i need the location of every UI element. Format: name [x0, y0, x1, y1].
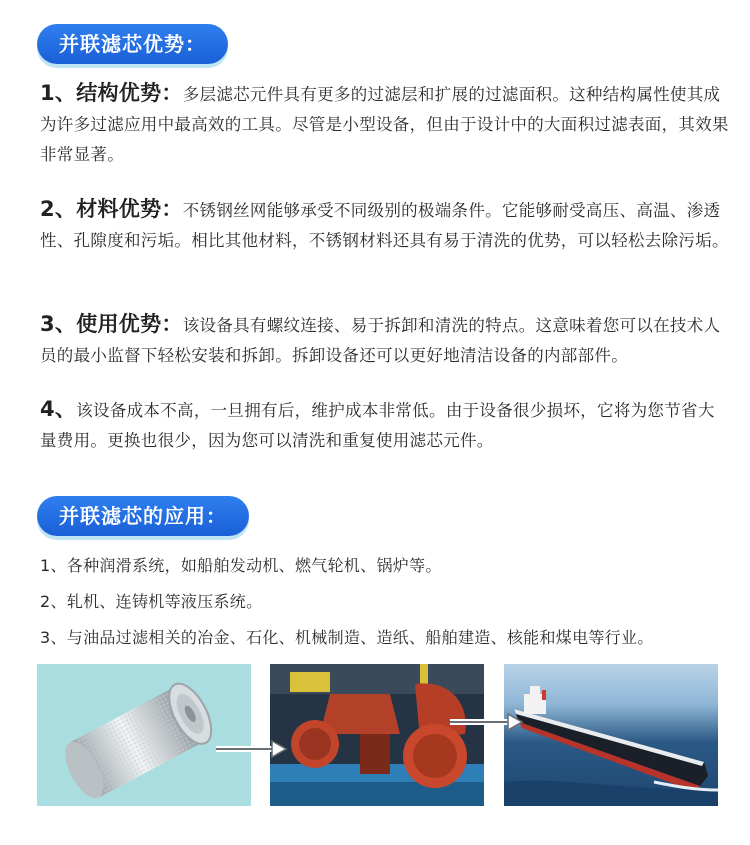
advantage-heading: 3、使用优势：	[40, 312, 183, 336]
ship-photo	[504, 664, 718, 806]
advantage-text: 该设备具有螺纹连接、易于拆卸和清洗的特点。这意味着您可以在技术人员的最小监督下轻松安装和拆卸。拆卸设备还可以更好地清洁设备的内部部件。	[40, 316, 721, 365]
filter-element-photo	[37, 664, 251, 806]
list-item: 2、轧机、连铸机等液压系统。	[40, 592, 263, 611]
advantage-text: 该设备成本不高，一旦拥有后，维护成本非常低。由于设备很少损坏，它将为您节省大量费用。更换也很少，因为您可以清洗和重复使用滤芯元件。	[40, 401, 715, 450]
advantage-heading: 1、结构优势：	[40, 81, 183, 105]
advantage-heading: 2、材料优势：	[40, 197, 183, 221]
list-item: 3、与油品过滤相关的冶金、石化、机械制造、造纸、船舶建造、核能和煤电等行业。	[40, 628, 654, 647]
arrow-right-icon	[214, 737, 288, 761]
advantage-material	[40, 194, 730, 256]
advantage-text: 不锈钢丝网能够承受不同级别的极端条件。它能够耐受高压、高温、渗透性、孔隙度和污垢。相比其他材料，不锈钢材料还具有易于清洗的优势，可以轻松去除污垢。	[40, 201, 729, 250]
advantage-cost	[40, 394, 730, 456]
advantage-heading: 4、	[40, 397, 77, 421]
applications-list	[40, 548, 730, 656]
advantage-structure	[40, 78, 730, 170]
section-title-advantages: 并联滤芯优势：	[37, 24, 228, 64]
list-item: 1、各种润滑系统，如船舶发动机、燃气轮机、锅炉等。	[40, 556, 442, 575]
section-title-applications: 并联滤芯的应用：	[37, 496, 249, 536]
advantage-usage	[40, 309, 730, 371]
industrial-engine-photo	[270, 664, 484, 806]
arrow-right-icon	[448, 710, 524, 734]
advantage-text: 多层滤芯元件具有更多的过滤层和扩展的过滤面积。这种结构属性使其成为许多过滤应用中最高效的工具。尽管是小型设备，但由于设计中的大面积过滤表面，其效果非常显著。	[40, 85, 729, 164]
